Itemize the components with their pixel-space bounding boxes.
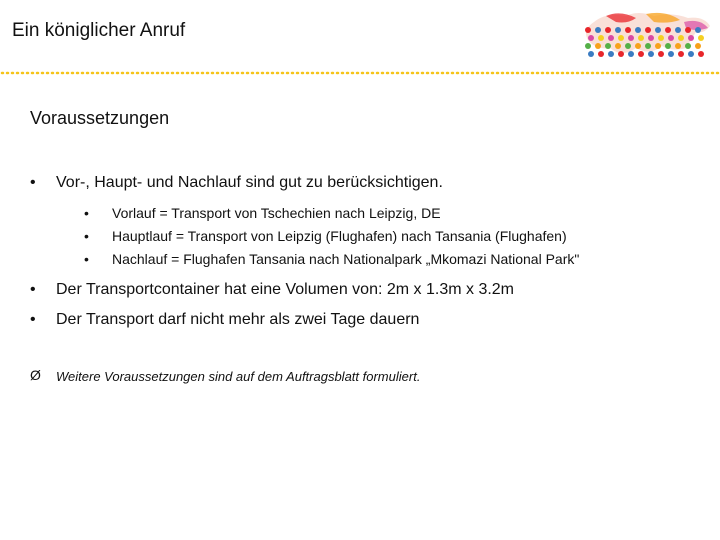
sub-bullet-item (82, 248, 710, 271)
flag-dot (605, 43, 611, 49)
flag-dot (598, 51, 604, 57)
flag-dot (625, 43, 631, 49)
flag-dot (618, 51, 624, 57)
sub-bullet-text: Nachlauf = Flughafen Tansania nach Nationalpark „Mkomazi National Park" (112, 251, 580, 267)
flag-dot (638, 51, 644, 57)
world-map-flags-icon (576, 8, 714, 66)
flag-dot (625, 27, 631, 33)
flag-dot (685, 43, 691, 49)
bullet-text: Der Transport darf nicht mehr als zwei Tage dauern (56, 311, 420, 328)
flag-dot (628, 51, 634, 57)
flag-dot (678, 35, 684, 41)
bullet-item (30, 309, 710, 331)
flag-dot (678, 51, 684, 57)
bullet-icon: • (84, 228, 89, 244)
flag-dot (648, 35, 654, 41)
bullet-icon: • (84, 251, 89, 267)
bullet-icon: • (84, 205, 89, 221)
flag-dot (595, 27, 601, 33)
flag-dot (695, 27, 701, 33)
flag-dot (615, 27, 621, 33)
flag-dot (685, 27, 691, 33)
flag-dot (608, 35, 614, 41)
flag-dot (655, 43, 661, 49)
flag-dot (638, 35, 644, 41)
flag-dot (588, 51, 594, 57)
flag-dot (645, 27, 651, 33)
flag-dot (628, 35, 634, 41)
flag-dot (598, 35, 604, 41)
bullet-text: Der Transportcontainer hat eine Volumen von: 2m x 1.3m x 3.2m (56, 281, 515, 298)
flag-dot (658, 51, 664, 57)
bullet-item (30, 172, 710, 271)
bullet-item (30, 279, 710, 301)
flag-dot (698, 51, 704, 57)
flag-dot (648, 51, 654, 57)
bullet-icon: • (30, 174, 36, 191)
bullet-text: Vor-, Haupt- und Nachlauf sind gut zu berücksichtigen. (56, 174, 443, 191)
flag-dot (665, 43, 671, 49)
flag-dot (668, 51, 674, 57)
sub-bullet-list (82, 202, 710, 271)
flag-dot (595, 43, 601, 49)
flag-dot (675, 43, 681, 49)
bullet-list (30, 172, 710, 331)
bullet-icon: • (30, 311, 36, 328)
sub-bullet-text: Hauptlauf = Transport von Leipzig (Flughafen) nach Tansania (Flughafen) (112, 228, 567, 244)
flag-dot (695, 43, 701, 49)
flag-dot (605, 27, 611, 33)
arrow-bullet-icon: Ø (30, 367, 41, 383)
flag-dot (698, 35, 704, 41)
flag-dot (658, 35, 664, 41)
flag-dot (655, 27, 661, 33)
flag-dot (688, 51, 694, 57)
flag-dot (688, 35, 694, 41)
bullet-icon: • (30, 281, 36, 298)
flag-dot (675, 27, 681, 33)
sub-bullet-item (82, 202, 710, 225)
sub-bullet-text: Vorlauf = Transport von Tschechien nach Leipzig, DE (112, 205, 441, 221)
note-text: Weitere Voraussetzungen sind auf dem Auftragsblatt formuliert. (56, 369, 421, 384)
flag-dot (668, 35, 674, 41)
flag-dot (618, 35, 624, 41)
flag-dot (585, 27, 591, 33)
flag-dot (615, 43, 621, 49)
slide-title: Ein königlicher Anruf (12, 20, 186, 41)
flag-dot (665, 27, 671, 33)
sub-bullet-item (82, 225, 710, 248)
section-heading: Voraussetzungen (30, 108, 170, 128)
flag-dot (608, 51, 614, 57)
flag-dot (588, 35, 594, 41)
flag-dot (635, 43, 641, 49)
flag-dot (585, 43, 591, 49)
flag-dot (645, 43, 651, 49)
flag-dot (635, 27, 641, 33)
note (30, 369, 420, 384)
dotted-divider (0, 70, 720, 76)
